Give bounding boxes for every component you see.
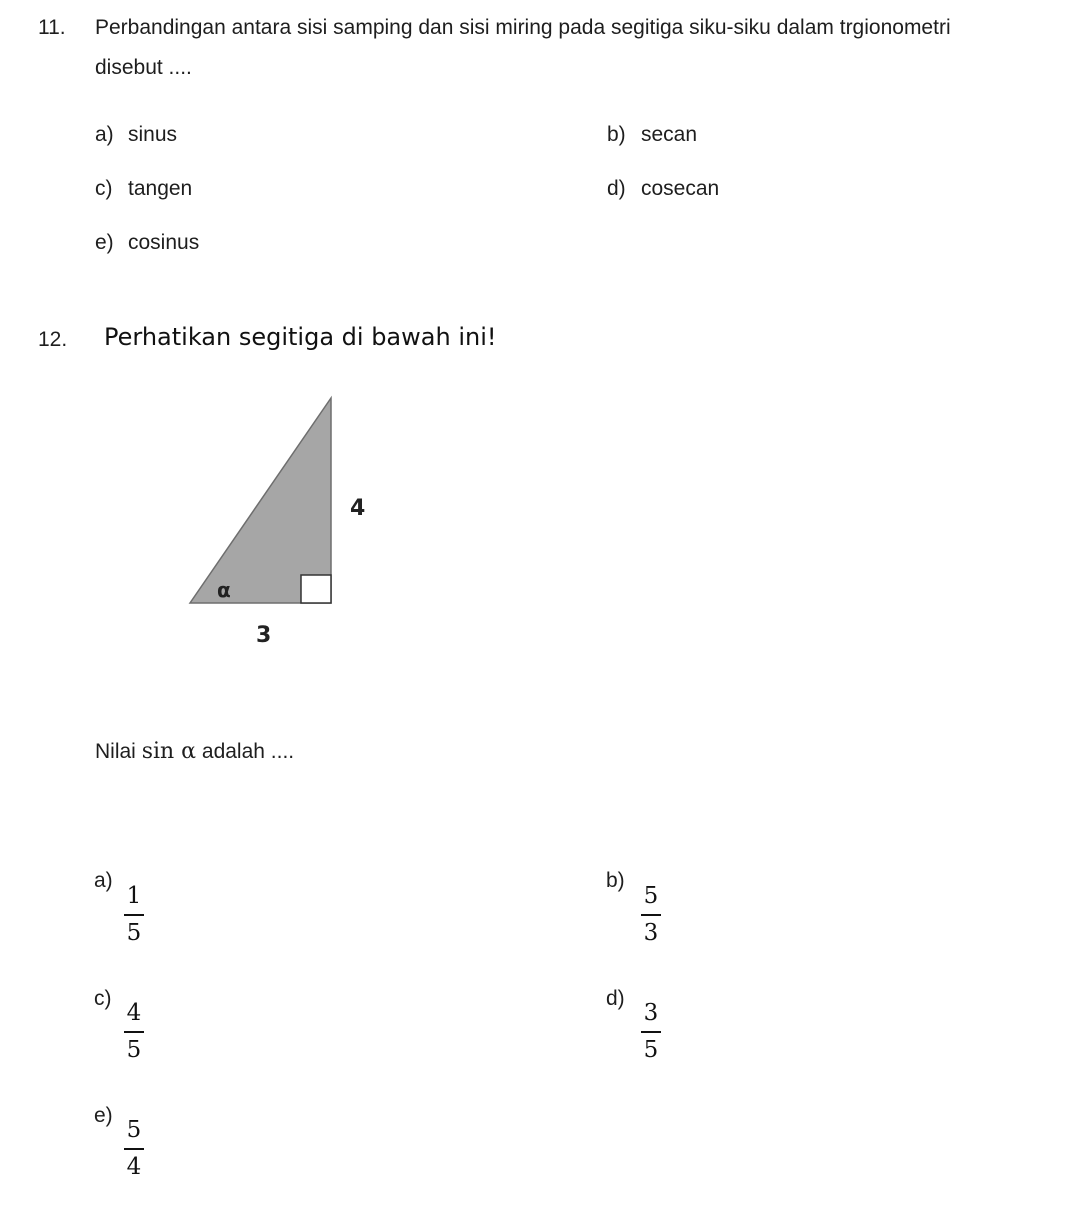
fraction-bar (641, 914, 661, 916)
option-text: secan (641, 123, 698, 146)
option-fraction (124, 883, 144, 946)
option-letter: d) (607, 177, 626, 200)
option-letter: a) (94, 869, 113, 892)
fraction-denominator: 4 (126, 1154, 142, 1180)
fraction-numerator: 1 (126, 883, 142, 909)
fraction-numerator: 5 (126, 1117, 142, 1143)
question-number: 12. (38, 328, 68, 351)
option-text: sinus (128, 123, 178, 146)
option-letter: b) (607, 123, 626, 146)
option-text: cosecan (641, 177, 720, 200)
prompt-prefix: Nilai (95, 740, 136, 763)
fraction-numerator: 4 (126, 1000, 142, 1026)
fraction-numerator: 5 (643, 883, 659, 909)
prompt-suffix: adalah .... (201, 740, 295, 763)
option-letter: d) (606, 987, 625, 1010)
option-fraction (124, 1000, 144, 1063)
option-letter: e) (95, 231, 114, 254)
question-number: 11. (38, 16, 66, 39)
option-letter: a) (95, 123, 114, 146)
side-label-vertical: 4 (350, 496, 366, 521)
prompt-function: sin α (141, 739, 197, 764)
fraction-numerator: 3 (643, 1000, 659, 1026)
option-letter: e) (94, 1104, 113, 1127)
option-letter: c) (95, 177, 113, 200)
option-text: tangen (128, 177, 193, 200)
question-text-line-1: Perbandingan antara sisi samping dan sisi miring pada segitiga siku-siku dalam trgionometri (95, 16, 951, 39)
option-letter: b) (606, 869, 625, 892)
fraction-denominator: 5 (643, 1037, 659, 1063)
fraction-denominator: 5 (126, 920, 142, 946)
fraction-bar (124, 1148, 144, 1150)
right-triangle-figure (175, 385, 385, 655)
fraction-bar (124, 914, 144, 916)
fraction-denominator: 5 (126, 1037, 142, 1063)
option-fraction (641, 1000, 661, 1063)
triangle-shape (190, 398, 331, 603)
side-label-horizontal: 3 (256, 623, 272, 648)
fraction-bar (641, 1031, 661, 1033)
fraction-denominator: 3 (643, 920, 659, 946)
question-prompt (95, 738, 294, 766)
option-fraction (124, 1117, 144, 1180)
question-text-line-2: disebut .... (95, 56, 192, 79)
fraction-bar (124, 1031, 144, 1033)
option-fraction (641, 883, 661, 946)
right-angle-marker (301, 575, 331, 603)
angle-label: α (217, 578, 231, 602)
option-text: cosinus (128, 231, 200, 254)
question-title: Perhatikan segitiga di bawah ini! (104, 323, 497, 351)
option-letter: c) (94, 987, 112, 1010)
